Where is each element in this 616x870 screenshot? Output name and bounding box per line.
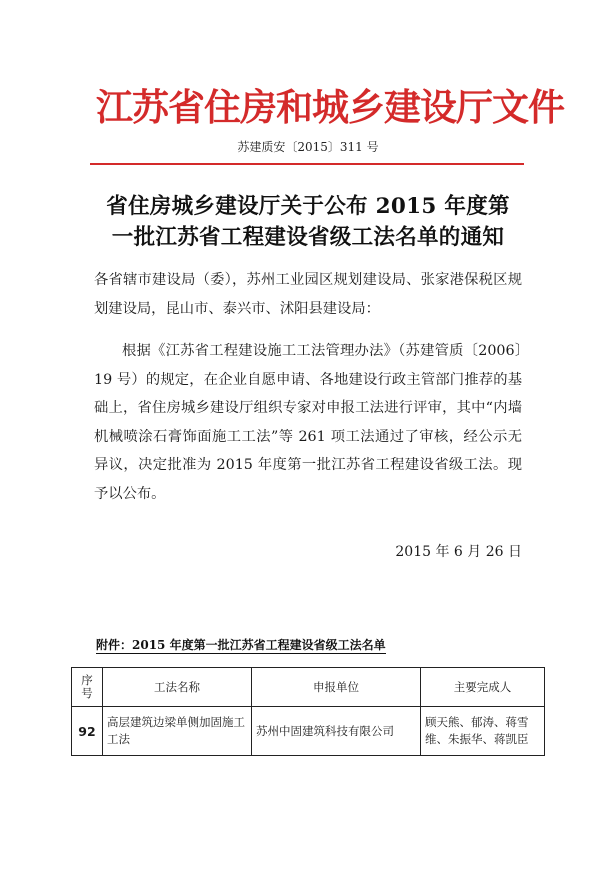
cell-method-name: 高层建筑边梁单侧加固施工工法 [103, 707, 252, 756]
attachment-title: 附件：2015 年度第一批江苏省工程建设省级工法名单 [96, 638, 386, 652]
cell-no: 92 [72, 707, 103, 756]
notice-title-line-2: 一批江苏省工程建设省级工法名单的通知 [111, 225, 505, 250]
recipients: 各省辖市建设局（委），苏州工业园区规划建设局、张家港保税区规划建设局，昆山市、泰兴市、沭阳县建设局： [94, 272, 522, 317]
header-persons: 主要完成人 [421, 668, 545, 707]
table-header-row [72, 668, 545, 707]
header-method-name: 工法名称 [103, 668, 252, 707]
document-number: 苏建质安〔2015〕311 号 [237, 140, 379, 154]
notice-title-line-1: 省住房城乡建设厅关于公布 2015 年度第 [106, 194, 510, 219]
cell-unit: 苏州中固建筑科技有限公司 [252, 707, 421, 756]
body-paragraph: 根据《江苏省工程建设施工工法管理办法》（苏建管质〔2006〕19 号）的规定，在企业自愿申请、各地建设行政主管部门推荐的基础上，省住房城乡建设厅组织专家对申报工法进行评审，其中“内墙机械喷涂石膏饰面施工工法”等 261 项工法通过了审核，经公示无异议，决定批准为 2015 年度第一批江苏省工程建设省级工法。现予以公布。 [94, 343, 522, 502]
red-divider [90, 163, 524, 165]
attachment-table [71, 667, 545, 756]
issue-date: 2015 年 6 月 26 日 [395, 544, 522, 560]
cell-persons: 顾天熊、郁涛、蒋雪维、朱振华、蒋凯臣 [421, 707, 545, 756]
table-row [72, 707, 545, 756]
header-unit: 申报单位 [252, 668, 421, 707]
header-no: 序号 [72, 668, 103, 707]
notice-title [70, 191, 546, 253]
issuer-title: 江苏省住房和城乡建设厅文件 [96, 85, 564, 129]
